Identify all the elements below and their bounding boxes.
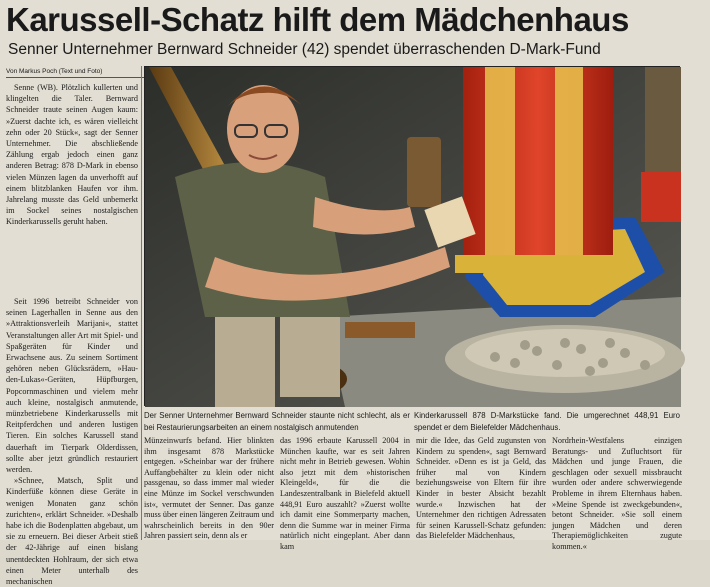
body-column-1: Münzeinwurfs befand. Hier blinkten ihm insgesamt 878 Markstücke entgegen. »Scheinbar war der frühere Auffangbehälter zu klein oder nicht passgenau, so dass immer mal wieder eine Münze im Sockel verschwunden ist«, vermutet der Senner. Das ganze muss über einen längeren Zeitraum und wahrscheinlich bereits in den 90er Jahren passiert sein, denn als er <box>144 436 274 541</box>
subheadline: Senner Unternehmer Bernward Schneider (42) spendet überraschenden D-Mark-Fund <box>8 41 601 58</box>
column-one-paragraph-2: Seit 1996 betreibt Schneider von seinen Lagerhallen in Senne aus den »Attraktionsverleih Marijani«, stattet Veranstaltungen aller Art mit Spiel- und Spaßgeräten für Kinder und Erwachsene aus. Zu seinem Sortiment gehören neben Glücksrädern, »Hau-den-Lukas«-Geräten, Hüpfburgen, Popcornmaschinen und vielem mehr auch kleine, nostalgisch anmutende, münzbetriebene Kinderkarussells mit Reitpferdchen und anderen lustigen Tieren. Ein solches Karussell stand dauerhaft im Tierpark Olderdissen, sollte aber jetzt gründlich restauriert werden. <box>6 297 138 475</box>
body-column-3: mir die Idee, das Geld zugunsten von Kindern zu spenden«, sagt Bernward Schneider. »Denn es ist ja Geld, das früher mal von Kindern beziehungsweise von Eltern für ihre Kinder in bester Absicht bezahlt wurde.« Inzwischen hat der Unternehmer den richtigen Adressaten für seinen Karussell-Schatz gefunden: das Bielefelder Mädchenhaus, <box>416 436 546 541</box>
photo-caption-left: Der Senner Unternehmer Bernward Schneider staunte nicht schlecht, als er bei Restaurierungsarbeiten an einem nostalgisch anmutenden <box>144 411 410 432</box>
byline: Von Markus Poch (Text und Foto) <box>6 66 146 78</box>
article-photo <box>144 66 680 406</box>
lead-text: Senne (WB). Plötzlich kullerten und klingelten die Taler. Bernward Schneider traute seinen Augen kaum: »Zuerst dachte ich, es wären vielleicht zehn oder 20 Stück«, sagt der Senner Unternehmer. Die abschließende Zählung ergab jedoch einen ganz anderen Betrag: 878 D-Mark in ebenso vielen Münzen lagen da unverhofft auf einem blitzblanken Haufen vor ihm. Jahrelang musste das Geld unbemerkt im Sockel seines nostalgischen Kinderkarussells geruht haben. <box>6 83 138 227</box>
column-one-paragraph-3: »Schnee, Matsch, Split und Kinderfüße können diese Geräte in wenigen Monaten ganz schön zurichten«, erklärt Schneider. »Deshalb habe ich die Bodenplatten abgebaut, um sie zu erneuern. Bei dieser Arbeit stieß der 42-Jährige auf einen bislang unentdeckten Hohlraum, der sich etwa einen Meter unterhalb des mechanischen <box>6 476 138 587</box>
photo-illustration <box>145 67 681 407</box>
column-one-body <box>6 296 138 587</box>
body-column-2: das 1996 erbaute Karussell 2004 in München kaufte, war es seit Jahren nicht mehr in Betrieb gewesen. Wohin also jetzt mit dem »historischen Kleingeld«, für die die Landeszentralbank in Bielefeld aktuell 448,91 Euro auszahlt? »Zuerst wollte ich damit eine Sommerparty machen, denn die Summe war in meiner Firma natürlich nicht eingeplant. Aber dann kam <box>280 436 410 551</box>
lead-paragraph <box>6 82 138 272</box>
body-column-4: Nordrhein-Westfalens einzigen Beratungs- und Zufluchtsort für Mädchen und junge Frauen, die geschlagen oder sexuell missbraucht wurden oder andere schwerwiegende Probleme in ihrem Elternhaus haben. »Meine Spende ist zweckgebunden«, betont Schneider. »Sie soll einem jungen Mädchen und deren Therapiemöglichkeiten zugute kommen.« <box>552 436 682 551</box>
headline: Karussell-Schatz hilft dem Mädchenhaus <box>6 1 629 38</box>
column-rule <box>141 66 142 540</box>
photo-caption-right: Kinderkarussell 878 D-Markstücke fand. Die umgerechnet 448,91 Euro spendet er dem Bielefelder Mädchenhaus. <box>414 411 680 432</box>
